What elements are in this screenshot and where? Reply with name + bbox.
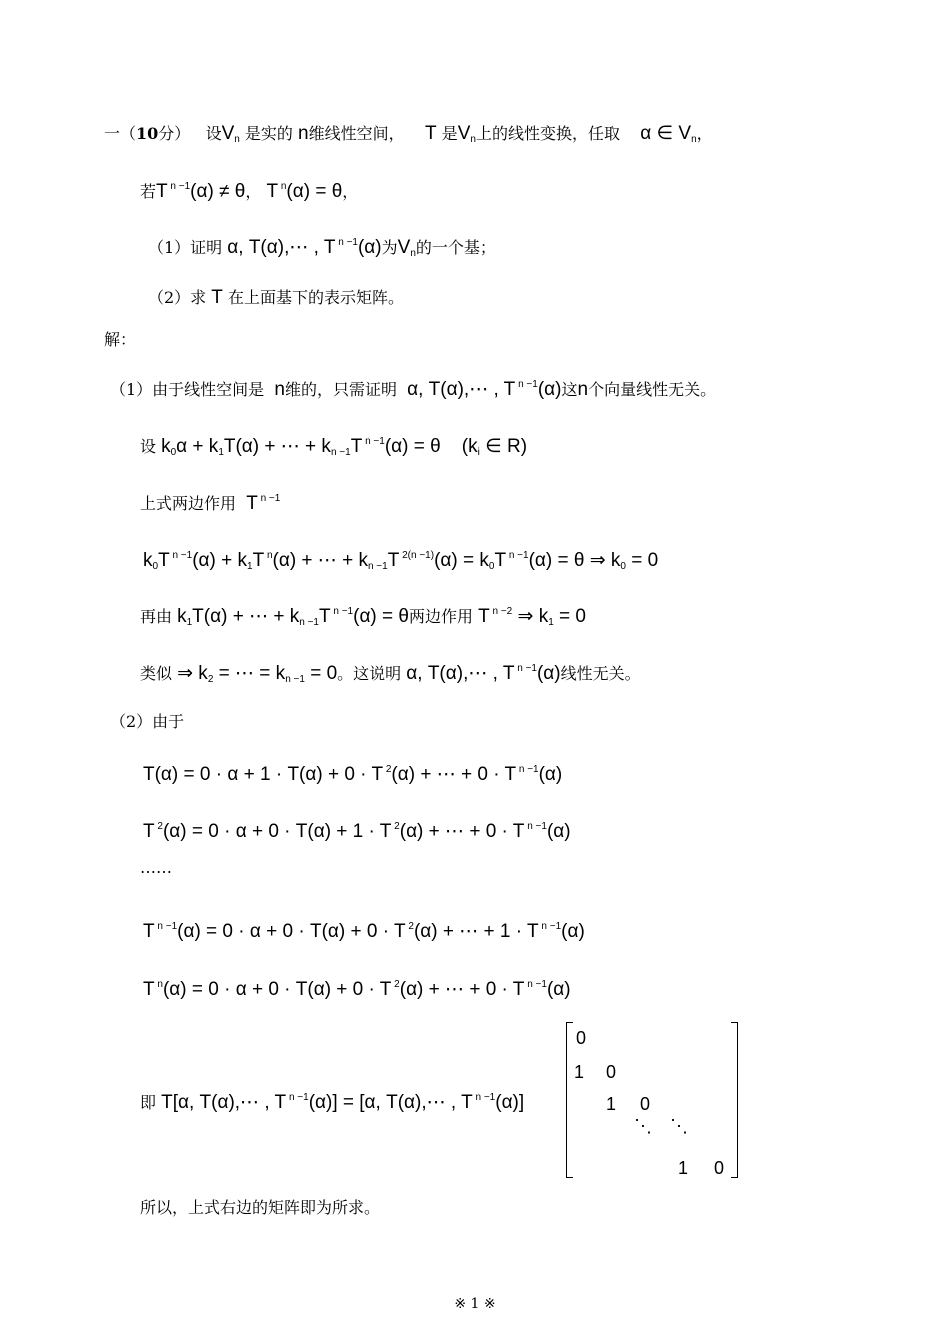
problem-number: 一（	[104, 124, 137, 143]
matrix-right-bracket	[731, 1022, 738, 1178]
conclusion: 所以，上式右边的矩阵即为所求。	[140, 1198, 381, 1217]
matrix-entry: 0	[714, 1158, 725, 1178]
matrix-left-bracket	[566, 1022, 573, 1178]
matrix-ddots: ⋱	[670, 1116, 688, 1136]
question-1: （1）证明 α, T(α),⋯ , T $^{n -1}$(α)为$V_n$的一个基；	[148, 237, 496, 259]
matrix-ddots: ⋱	[634, 1116, 652, 1136]
equation-linear-combination: 设 $k_0\alpha + k_1T(\alpha)$ + ⋯ + $k_{n -1}T$ $^{n -1}$(α) = θ ($k_i$ ∈ R)	[140, 436, 528, 458]
equation-k0: $k_0T$ $^{n -1}(\alpha) + k_1T$ $^n$(α) + ⋯ + $k_{n -1}T$ $^{2(n -1)}(\alpha) = k_0T$ $^{n -1}$(α) = θ ⇒ $k_0 = 0$	[143, 550, 659, 572]
solution-label: 解：	[104, 330, 137, 349]
ellipsis: ……	[140, 858, 172, 877]
matrix-entry: 1	[606, 1094, 617, 1114]
equation-similar: 类似 ⇒ $k_2$ = ⋯ = $k_{n -1} = 0$。这说明 α, T(α),⋯ , T $^{n -1}$(α)线性无关。	[140, 663, 641, 685]
representation-matrix	[566, 1022, 738, 1180]
problem-line-1: 一（10分） 设$V_n$ 是实的 n维线性空间， T 是$V_n$上的线性变换，任取 α ∈ $V_n$，	[104, 123, 713, 145]
solution-part-2: （2）由于	[110, 712, 185, 731]
matrix-entry: 0	[640, 1094, 651, 1114]
matrix-entry: 0	[606, 1062, 617, 1082]
question-2: （2）求 T 在上面基下的表示矩阵。	[148, 287, 404, 308]
matrix-entry: 1	[574, 1062, 585, 1082]
matrix-entry: 0	[576, 1028, 587, 1048]
problem-score: 10	[136, 124, 159, 143]
equation-matrix-form: 即 T[α, T(α),⋯ , T $^{n -1}$(α)] = [α, T(α),⋯ , T $^{n -1}$(α)]	[140, 1092, 525, 1113]
equation-k1: 再由 $k_1T(\alpha)$ + ⋯ + $k_{n -1}T$ $^{n -1}$(α) = θ两边作用 T $^{n -2}$ ⇒ $k_1 = 0$	[140, 606, 587, 628]
apply-text: 上式两边作用 T $^{n -1}$	[140, 493, 281, 514]
problem-line-2: 若T $^{n -1}$(α) ≠ θ， T $^n$(α) = θ，	[140, 181, 359, 202]
equation-t2: T $^2$(α) = 0 · α + 0 · T(α) + 1 · T $^2$(α) + ⋯ + 0 · T $^{n -1}$(α)	[143, 821, 571, 842]
problem-score-suffix: 分）	[158, 124, 191, 143]
solution-part-1: （1）由于线性空间是 n维的，只需证明 α, T(α),⋯ , T $^{n -1}$(α)这n个向量线性无关。	[110, 379, 717, 400]
equation-tn-1: T $^{n -1}$(α) = 0 · α + 0 · T(α) + 0 · T $^2$(α) + ⋯ + 1 · T $^{n -1}$(α)	[143, 921, 585, 942]
matrix-entry: 1	[678, 1158, 689, 1178]
equation-t1: T(α) = 0 · α + 1 · T(α) + 0 · T $^2$(α) + ⋯ + 0 · T $^{n -1}$(α)	[143, 764, 563, 785]
equation-tn: T $^n$(α) = 0 · α + 0 · T(α) + 0 · T $^2$(α) + ⋯ + 0 · T $^{n -1}$(α)	[143, 979, 571, 1000]
page-number: ※ 1 ※	[454, 1296, 496, 1312]
